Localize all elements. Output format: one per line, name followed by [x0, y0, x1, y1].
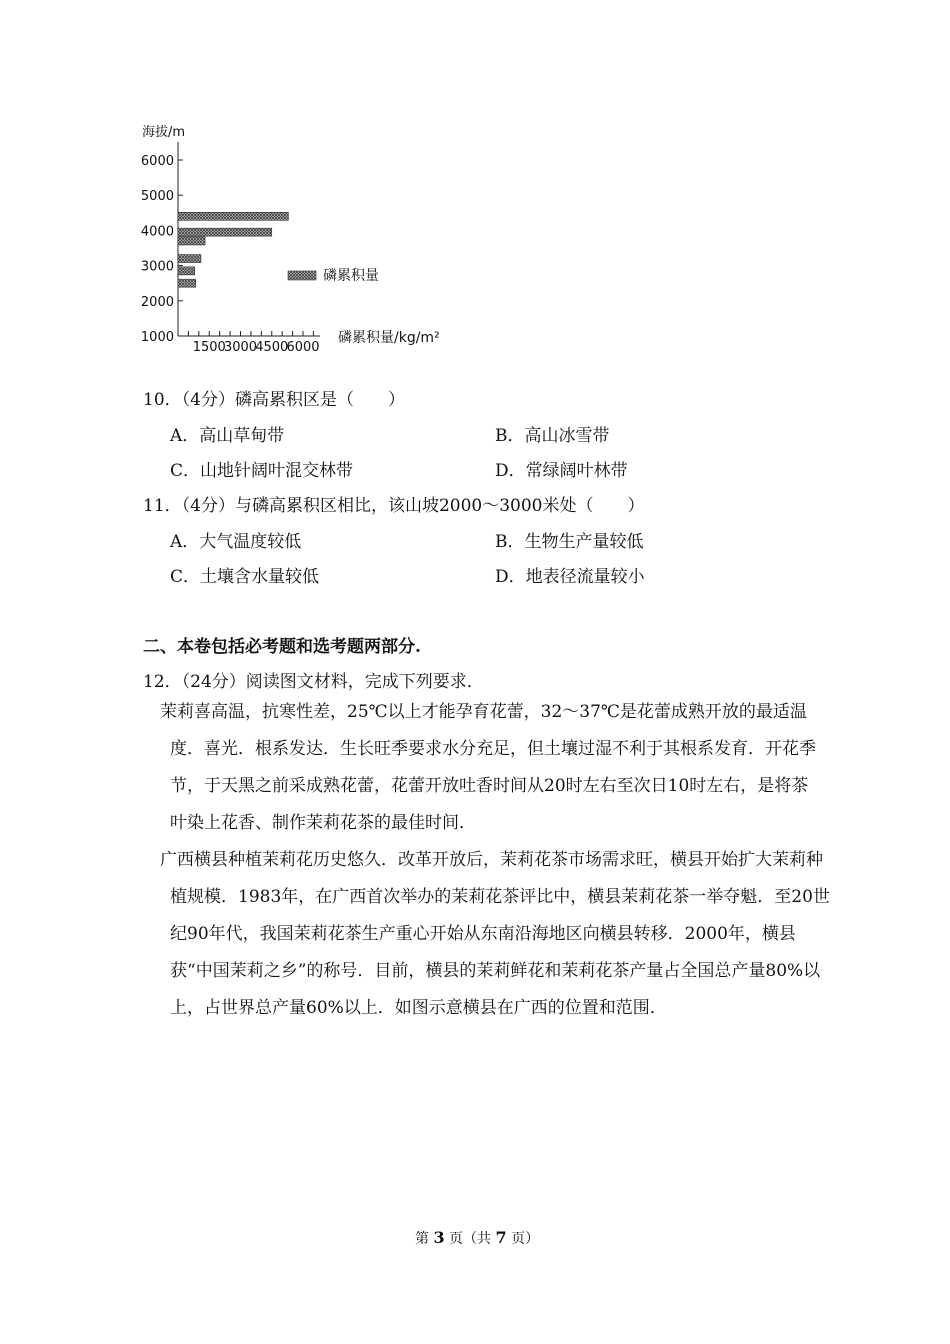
question-10-option-b: B．高山冰雪带 [495, 426, 610, 446]
y-tick-label: 4000 [140, 224, 174, 240]
question-12-stem: 12．（24分）阅读图文材料，完成下列要求． [143, 672, 484, 692]
bar-series [178, 212, 288, 287]
y-tick-label: 6000 [140, 154, 174, 169]
question-10-option-c: C．山地针阔叶混交林带 [170, 461, 354, 481]
bar [178, 228, 272, 236]
x-axis-label: 磷累积量/kg/m² [338, 330, 440, 346]
y-tick-label: 5000 [140, 189, 174, 205]
y-axis-label: 海拔/m [142, 125, 186, 140]
bar [178, 255, 201, 263]
bar [178, 279, 196, 287]
footer-suffix: 页） [511, 1231, 540, 1247]
question-11-option-c: C．土壤含水量较低 [170, 567, 320, 587]
legend-swatch [288, 271, 316, 280]
x-tick-label: 4500 [255, 340, 289, 355]
material-paragraph-1: 茉莉喜高温，抗寒性差，25℃以上才能孕育花蕾，32～37℃是花蕾成熟开放的最适温度．喜光．根系发达．生长旺季要求水分充足，但土壤过湿不利于其根系发育．开花季节，于天黑之前采成熟花蕾，花蕾开放吐香时间从20时左右至次日10时左右，是将茶叶染上花香、制作茉莉花茶的最佳时间． [160, 702, 816, 833]
bar [178, 237, 205, 245]
question-10-option-a: A．高山草甸带 [170, 426, 285, 446]
footer-total-pages: 7 [495, 1228, 507, 1247]
y-tick-labels [141, 154, 183, 345]
question-11-option-d: D．地表径流量较小 [495, 567, 645, 587]
bar [178, 212, 288, 220]
question-10-option-d: D．常绿阔叶林带 [495, 461, 628, 481]
y-tick-label: 2000 [140, 294, 174, 310]
footer-page-number: 3 [433, 1228, 445, 1247]
y-tick-label: 3000 [140, 259, 174, 275]
question-11-option-b: B．生物生产量较低 [495, 532, 644, 552]
section-2-heading: 二、本卷包括必考题和选考题两部分. [143, 637, 421, 657]
phosphorus-altitude-chart [120, 110, 480, 360]
footer-prefix: 第 [415, 1231, 429, 1247]
y-tick-label: 1000 [140, 330, 174, 345]
x-tick-label: 1500 [192, 340, 226, 355]
question-11-stem: 11．（4分）与磷高累积区相比，该山坡2000～3000米处（ ） [143, 496, 645, 516]
question-11-option-a: A．大气温度较低 [170, 532, 302, 552]
x-tick-labels [188, 331, 319, 355]
bar [178, 267, 195, 275]
footer-middle: 页（共 [449, 1231, 492, 1247]
question-10-stem: 10．（4分）磷高累积区是（ ） [143, 390, 405, 410]
x-tick-label: 3000 [223, 340, 258, 355]
x-tick-label: 6000 [286, 340, 320, 355]
page-footer [415, 1228, 539, 1248]
material-paragraph-2: 广西横县种植茉莉花历史悠久．改革开放后，茉莉花茶市场需求旺，横县开始扩大茉莉种植规模．1983年，在广西首次举办的茉莉花茶评比中，横县茉莉花茶一举夺魁．至20世纪90年代，我国茉莉花茶生产重心开始从东南沿海地区向横县转移．2000年，横县获“中国茉莉之乡”的称号．目前，横县的茉莉鲜花和茉莉花茶产量占全国总产量80%以上，占世界总产量60%以上．如图示意横县在广西的位置和范围． [160, 850, 830, 1018]
legend-label: 磷累积量 [323, 268, 379, 284]
